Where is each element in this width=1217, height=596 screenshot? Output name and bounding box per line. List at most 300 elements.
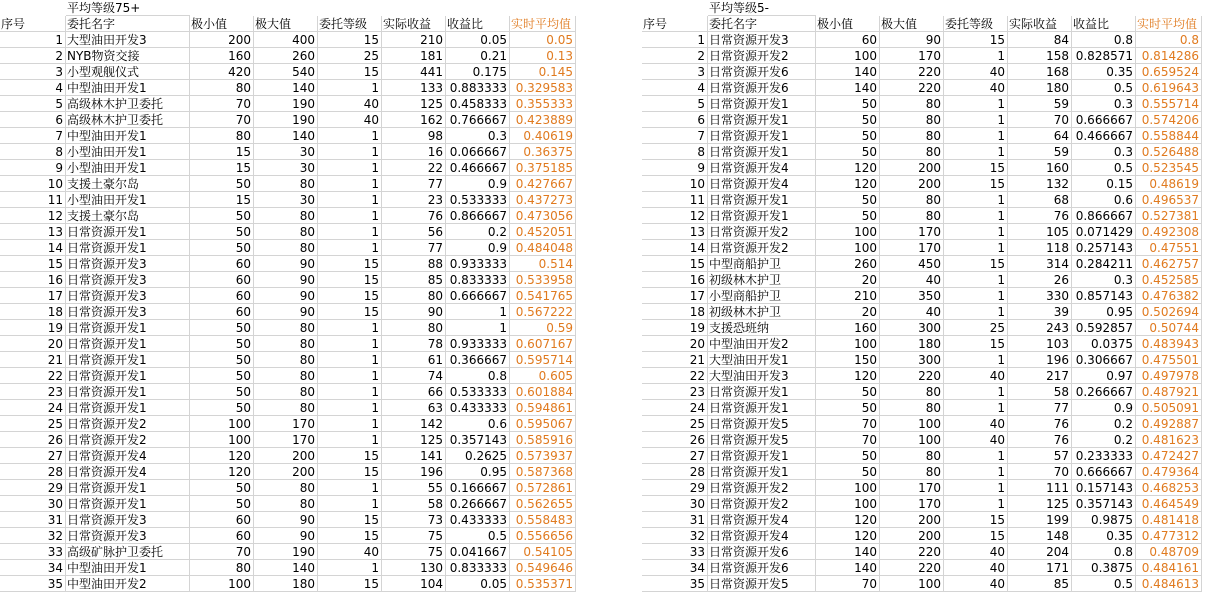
left-cell-r9-c6[interactable]: 0.466667 xyxy=(446,160,510,176)
left-cell-r6-c6[interactable]: 0.766667 xyxy=(446,112,510,128)
right-cell-r31-c4[interactable]: 15 xyxy=(944,512,1008,528)
left-cell-r8-c1[interactable]: 小型油田开发1 xyxy=(66,144,190,160)
right-cell-r6-c5[interactable]: 70 xyxy=(1008,112,1072,128)
left-cell-r23-c0[interactable]: 23 xyxy=(0,384,66,400)
left-cell-r2-c6[interactable]: 0.21 xyxy=(446,48,510,64)
right-header-4[interactable]: 委托等级 xyxy=(944,16,1008,32)
right-cell-r12-c5[interactable]: 76 xyxy=(1008,208,1072,224)
left-cell-r1-c7[interactable]: 0.05 xyxy=(510,32,576,48)
left-cell-r33-c2[interactable]: 70 xyxy=(190,544,254,560)
right-cell-r19-c3[interactable]: 300 xyxy=(880,320,944,336)
left-cell-r16-c6[interactable]: 0.833333 xyxy=(446,272,510,288)
right-cell-r8-c3[interactable]: 80 xyxy=(880,144,944,160)
right-cell-r4-c5[interactable]: 180 xyxy=(1008,80,1072,96)
left-cell-r18-c0[interactable]: 18 xyxy=(0,304,66,320)
left-cell-r29-c7[interactable]: 0.572861 xyxy=(510,480,576,496)
left-cell-r2-c5[interactable]: 181 xyxy=(382,48,446,64)
left-cell-r25-c5[interactable]: 142 xyxy=(382,416,446,432)
right-cell-r23-c6[interactable]: 0.266667 xyxy=(1072,384,1136,400)
right-cell-r6-c6[interactable]: 0.666667 xyxy=(1072,112,1136,128)
left-cell-r18-c3[interactable]: 90 xyxy=(254,304,318,320)
left-cell-r25-c3[interactable]: 170 xyxy=(254,416,318,432)
left-cell-r4-c0[interactable]: 4 xyxy=(0,80,66,96)
left-cell-r23-c1[interactable]: 日常资源开发1 xyxy=(66,384,190,400)
right-cell-r16-c6[interactable]: 0.3 xyxy=(1072,272,1136,288)
left-cell-r3-c2[interactable]: 420 xyxy=(190,64,254,80)
left-cell-r14-c2[interactable]: 50 xyxy=(190,240,254,256)
right-cell-r32-c6[interactable]: 0.35 xyxy=(1072,528,1136,544)
left-cell-r19-c4[interactable]: 1 xyxy=(318,320,382,336)
left-cell-r18-c4[interactable]: 15 xyxy=(318,304,382,320)
left-cell-r8-c4[interactable]: 1 xyxy=(318,144,382,160)
left-cell-r12-c6[interactable]: 0.866667 xyxy=(446,208,510,224)
right-cell-r13-c2[interactable]: 100 xyxy=(816,224,880,240)
left-cell-r34-c6[interactable]: 0.833333 xyxy=(446,560,510,576)
right-cell-r1-c5[interactable]: 84 xyxy=(1008,32,1072,48)
right-cell-r32-c4[interactable]: 15 xyxy=(944,528,1008,544)
right-cell-r15-c1[interactable]: 中型商船护卫 xyxy=(708,256,816,272)
right-header-6[interactable]: 收益比 xyxy=(1072,16,1136,32)
left-cell-r3-c6[interactable]: 0.175 xyxy=(446,64,510,80)
left-cell-r15-c4[interactable]: 15 xyxy=(318,256,382,272)
right-cell-r13-c3[interactable]: 170 xyxy=(880,224,944,240)
right-cell-r24-c3[interactable]: 80 xyxy=(880,400,944,416)
left-cell-r16-c7[interactable]: 0.533958 xyxy=(510,272,576,288)
right-cell-r27-c0[interactable]: 27 xyxy=(642,448,708,464)
right-cell-r15-c2[interactable]: 260 xyxy=(816,256,880,272)
right-cell-r11-c7[interactable]: 0.496537 xyxy=(1136,192,1202,208)
right-cell-r5-c1[interactable]: 日常资源开发1 xyxy=(708,96,816,112)
right-cell-r17-c4[interactable]: 1 xyxy=(944,288,1008,304)
right-cell-r10-c6[interactable]: 0.15 xyxy=(1072,176,1136,192)
right-cell-r1-c0[interactable]: 1 xyxy=(642,32,708,48)
right-cell-r8-c5[interactable]: 59 xyxy=(1008,144,1072,160)
right-cell-r27-c1[interactable]: 日常资源开发1 xyxy=(708,448,816,464)
right-cell-r33-c7[interactable]: 0.48709 xyxy=(1136,544,1202,560)
left-cell-r34-c5[interactable]: 130 xyxy=(382,560,446,576)
left-cell-r5-c1[interactable]: 高级林木护卫委托 xyxy=(66,96,190,112)
left-cell-r35-c3[interactable]: 180 xyxy=(254,576,318,592)
left-cell-r13-c6[interactable]: 0.2 xyxy=(446,224,510,240)
left-cell-r30-c2[interactable]: 50 xyxy=(190,496,254,512)
left-cell-r20-c2[interactable]: 50 xyxy=(190,336,254,352)
right-cell-r32-c7[interactable]: 0.477312 xyxy=(1136,528,1202,544)
right-cell-r2-c4[interactable]: 1 xyxy=(944,48,1008,64)
left-cell-r7-c0[interactable]: 7 xyxy=(0,128,66,144)
right-cell-r5-c2[interactable]: 50 xyxy=(816,96,880,112)
right-cell-r11-c6[interactable]: 0.6 xyxy=(1072,192,1136,208)
right-cell-r31-c2[interactable]: 120 xyxy=(816,512,880,528)
left-header-2[interactable]: 极小值 xyxy=(190,16,254,32)
left-cell-r34-c3[interactable]: 140 xyxy=(254,560,318,576)
left-cell-r4-c5[interactable]: 133 xyxy=(382,80,446,96)
right-cell-r13-c6[interactable]: 0.071429 xyxy=(1072,224,1136,240)
right-cell-r16-c5[interactable]: 26 xyxy=(1008,272,1072,288)
right-cell-r3-c7[interactable]: 0.659524 xyxy=(1136,64,1202,80)
left-cell-r26-c4[interactable]: 1 xyxy=(318,432,382,448)
right-cell-r27-c3[interactable]: 80 xyxy=(880,448,944,464)
right-cell-r10-c3[interactable]: 200 xyxy=(880,176,944,192)
right-cell-r29-c6[interactable]: 0.157143 xyxy=(1072,480,1136,496)
right-header-0[interactable]: 序号 xyxy=(642,16,708,32)
right-cell-r12-c6[interactable]: 0.866667 xyxy=(1072,208,1136,224)
right-cell-r28-c6[interactable]: 0.666667 xyxy=(1072,464,1136,480)
left-cell-r14-c3[interactable]: 80 xyxy=(254,240,318,256)
left-cell-r15-c3[interactable]: 90 xyxy=(254,256,318,272)
left-cell-r3-c5[interactable]: 441 xyxy=(382,64,446,80)
left-cell-r10-c4[interactable]: 1 xyxy=(318,176,382,192)
right-cell-r27-c7[interactable]: 0.472427 xyxy=(1136,448,1202,464)
right-cell-r14-c3[interactable]: 170 xyxy=(880,240,944,256)
right-cell-r13-c4[interactable]: 1 xyxy=(944,224,1008,240)
right-cell-r22-c4[interactable]: 40 xyxy=(944,368,1008,384)
left-cell-r6-c4[interactable]: 40 xyxy=(318,112,382,128)
left-cell-r1-c5[interactable]: 210 xyxy=(382,32,446,48)
right-cell-r8-c7[interactable]: 0.526488 xyxy=(1136,144,1202,160)
left-cell-r17-c1[interactable]: 日常资源开发3 xyxy=(66,288,190,304)
right-cell-r35-c0[interactable]: 35 xyxy=(642,576,708,592)
left-cell-r10-c0[interactable]: 10 xyxy=(0,176,66,192)
left-cell-r5-c3[interactable]: 190 xyxy=(254,96,318,112)
right-cell-r32-c3[interactable]: 200 xyxy=(880,528,944,544)
left-cell-r5-c7[interactable]: 0.355333 xyxy=(510,96,576,112)
left-cell-r32-c7[interactable]: 0.556656 xyxy=(510,528,576,544)
left-cell-r23-c3[interactable]: 80 xyxy=(254,384,318,400)
right-cell-r22-c3[interactable]: 220 xyxy=(880,368,944,384)
right-cell-r23-c7[interactable]: 0.487921 xyxy=(1136,384,1202,400)
left-cell-r29-c1[interactable]: 日常资源开发1 xyxy=(66,480,190,496)
right-cell-r19-c7[interactable]: 0.50744 xyxy=(1136,320,1202,336)
right-cell-r11-c1[interactable]: 日常资源开发1 xyxy=(708,192,816,208)
right-cell-r26-c7[interactable]: 0.481623 xyxy=(1136,432,1202,448)
left-cell-r1-c0[interactable]: 1 xyxy=(0,32,66,48)
right-cell-r9-c3[interactable]: 200 xyxy=(880,160,944,176)
left-cell-r14-c1[interactable]: 日常资源开发1 xyxy=(66,240,190,256)
left-cell-r33-c4[interactable]: 40 xyxy=(318,544,382,560)
right-cell-r4-c1[interactable]: 日常资源开发6 xyxy=(708,80,816,96)
right-cell-r28-c2[interactable]: 50 xyxy=(816,464,880,480)
left-cell-r28-c0[interactable]: 28 xyxy=(0,464,66,480)
left-cell-r12-c2[interactable]: 50 xyxy=(190,208,254,224)
right-cell-r23-c3[interactable]: 80 xyxy=(880,384,944,400)
right-cell-r4-c7[interactable]: 0.619643 xyxy=(1136,80,1202,96)
right-cell-r2-c3[interactable]: 170 xyxy=(880,48,944,64)
right-cell-r11-c5[interactable]: 68 xyxy=(1008,192,1072,208)
right-cell-r19-c2[interactable]: 160 xyxy=(816,320,880,336)
left-cell-r35-c1[interactable]: 中型油田开发2 xyxy=(66,576,190,592)
left-cell-r12-c7[interactable]: 0.473056 xyxy=(510,208,576,224)
left-cell-r11-c4[interactable]: 1 xyxy=(318,192,382,208)
left-cell-r31-c4[interactable]: 15 xyxy=(318,512,382,528)
left-cell-r13-c4[interactable]: 1 xyxy=(318,224,382,240)
left-cell-r27-c7[interactable]: 0.573937 xyxy=(510,448,576,464)
left-cell-r5-c4[interactable]: 40 xyxy=(318,96,382,112)
right-cell-r23-c1[interactable]: 日常资源开发1 xyxy=(708,384,816,400)
right-cell-r5-c7[interactable]: 0.555714 xyxy=(1136,96,1202,112)
right-cell-r35-c3[interactable]: 100 xyxy=(880,576,944,592)
left-cell-r22-c7[interactable]: 0.605 xyxy=(510,368,576,384)
right-cell-r8-c2[interactable]: 50 xyxy=(816,144,880,160)
left-cell-r21-c2[interactable]: 50 xyxy=(190,352,254,368)
left-cell-r13-c7[interactable]: 0.452051 xyxy=(510,224,576,240)
right-cell-r7-c4[interactable]: 1 xyxy=(944,128,1008,144)
right-cell-r23-c0[interactable]: 23 xyxy=(642,384,708,400)
right-cell-r29-c1[interactable]: 日常资源开发2 xyxy=(708,480,816,496)
right-cell-r16-c0[interactable]: 16 xyxy=(642,272,708,288)
left-cell-r24-c6[interactable]: 0.433333 xyxy=(446,400,510,416)
left-cell-r8-c3[interactable]: 30 xyxy=(254,144,318,160)
left-cell-r1-c4[interactable]: 15 xyxy=(318,32,382,48)
left-cell-r29-c3[interactable]: 80 xyxy=(254,480,318,496)
right-cell-r10-c5[interactable]: 132 xyxy=(1008,176,1072,192)
left-cell-r6-c0[interactable]: 6 xyxy=(0,112,66,128)
left-cell-r27-c5[interactable]: 141 xyxy=(382,448,446,464)
right-cell-r24-c5[interactable]: 77 xyxy=(1008,400,1072,416)
left-cell-r28-c1[interactable]: 日常资源开发4 xyxy=(66,464,190,480)
left-cell-r25-c2[interactable]: 100 xyxy=(190,416,254,432)
right-cell-r12-c0[interactable]: 12 xyxy=(642,208,708,224)
left-cell-r6-c7[interactable]: 0.423889 xyxy=(510,112,576,128)
left-cell-r5-c5[interactable]: 125 xyxy=(382,96,446,112)
right-cell-r25-c1[interactable]: 日常资源开发5 xyxy=(708,416,816,432)
right-cell-r15-c3[interactable]: 450 xyxy=(880,256,944,272)
left-cell-r24-c4[interactable]: 1 xyxy=(318,400,382,416)
right-cell-r29-c4[interactable]: 1 xyxy=(944,480,1008,496)
right-cell-r15-c0[interactable]: 15 xyxy=(642,256,708,272)
right-cell-r2-c1[interactable]: 日常资源开发2 xyxy=(708,48,816,64)
right-cell-r30-c7[interactable]: 0.464549 xyxy=(1136,496,1202,512)
left-cell-r4-c6[interactable]: 0.883333 xyxy=(446,80,510,96)
left-cell-r34-c2[interactable]: 80 xyxy=(190,560,254,576)
left-cell-r14-c7[interactable]: 0.484048 xyxy=(510,240,576,256)
left-cell-r3-c0[interactable]: 3 xyxy=(0,64,66,80)
right-cell-r9-c1[interactable]: 日常资源开发4 xyxy=(708,160,816,176)
left-cell-r4-c3[interactable]: 140 xyxy=(254,80,318,96)
left-cell-r27-c1[interactable]: 日常资源开发4 xyxy=(66,448,190,464)
left-cell-r7-c4[interactable]: 1 xyxy=(318,128,382,144)
left-cell-r14-c0[interactable]: 14 xyxy=(0,240,66,256)
left-cell-r28-c7[interactable]: 0.587368 xyxy=(510,464,576,480)
left-cell-r32-c5[interactable]: 75 xyxy=(382,528,446,544)
right-cell-r12-c4[interactable]: 1 xyxy=(944,208,1008,224)
right-cell-r15-c7[interactable]: 0.462757 xyxy=(1136,256,1202,272)
left-cell-r30-c7[interactable]: 0.562655 xyxy=(510,496,576,512)
left-cell-r26-c0[interactable]: 26 xyxy=(0,432,66,448)
left-cell-r10-c7[interactable]: 0.427667 xyxy=(510,176,576,192)
left-cell-r19-c3[interactable]: 80 xyxy=(254,320,318,336)
left-cell-r19-c7[interactable]: 0.59 xyxy=(510,320,576,336)
right-cell-r31-c0[interactable]: 31 xyxy=(642,512,708,528)
left-cell-r25-c4[interactable]: 1 xyxy=(318,416,382,432)
left-header-1[interactable]: 委托名字 xyxy=(66,16,190,32)
left-cell-r12-c4[interactable]: 1 xyxy=(318,208,382,224)
right-cell-r18-c5[interactable]: 39 xyxy=(1008,304,1072,320)
right-header-1[interactable]: 委托名字 xyxy=(708,16,816,32)
left-cell-r19-c6[interactable]: 1 xyxy=(446,320,510,336)
left-cell-r9-c4[interactable]: 1 xyxy=(318,160,382,176)
left-cell-r34-c4[interactable]: 1 xyxy=(318,560,382,576)
left-cell-r8-c2[interactable]: 15 xyxy=(190,144,254,160)
right-cell-r5-c0[interactable]: 5 xyxy=(642,96,708,112)
left-cell-r32-c6[interactable]: 0.5 xyxy=(446,528,510,544)
right-cell-r14-c5[interactable]: 118 xyxy=(1008,240,1072,256)
left-cell-r21-c6[interactable]: 0.366667 xyxy=(446,352,510,368)
left-cell-r31-c0[interactable]: 31 xyxy=(0,512,66,528)
left-cell-r4-c1[interactable]: 中型油田开发1 xyxy=(66,80,190,96)
right-cell-r22-c5[interactable]: 217 xyxy=(1008,368,1072,384)
right-cell-r6-c3[interactable]: 80 xyxy=(880,112,944,128)
right-cell-r4-c3[interactable]: 220 xyxy=(880,80,944,96)
right-cell-r14-c4[interactable]: 1 xyxy=(944,240,1008,256)
right-cell-r33-c3[interactable]: 220 xyxy=(880,544,944,560)
right-cell-r34-c3[interactable]: 220 xyxy=(880,560,944,576)
right-cell-r22-c1[interactable]: 大型油田开发3 xyxy=(708,368,816,384)
right-cell-r10-c0[interactable]: 10 xyxy=(642,176,708,192)
left-cell-r12-c1[interactable]: 支援土豪尔岛 xyxy=(66,208,190,224)
left-cell-r7-c5[interactable]: 98 xyxy=(382,128,446,144)
right-cell-r25-c0[interactable]: 25 xyxy=(642,416,708,432)
right-cell-r5-c6[interactable]: 0.3 xyxy=(1072,96,1136,112)
left-cell-r22-c3[interactable]: 80 xyxy=(254,368,318,384)
left-cell-r25-c1[interactable]: 日常资源开发2 xyxy=(66,416,190,432)
right-cell-r31-c6[interactable]: 0.9875 xyxy=(1072,512,1136,528)
right-cell-r33-c4[interactable]: 40 xyxy=(944,544,1008,560)
right-cell-r3-c0[interactable]: 3 xyxy=(642,64,708,80)
right-cell-r2-c5[interactable]: 158 xyxy=(1008,48,1072,64)
left-header-3[interactable]: 极大值 xyxy=(254,16,318,32)
left-cell-r8-c5[interactable]: 16 xyxy=(382,144,446,160)
right-cell-r12-c3[interactable]: 80 xyxy=(880,208,944,224)
left-cell-r30-c1[interactable]: 日常资源开发1 xyxy=(66,496,190,512)
right-cell-r7-c2[interactable]: 50 xyxy=(816,128,880,144)
left-cell-r10-c3[interactable]: 80 xyxy=(254,176,318,192)
right-cell-r10-c7[interactable]: 0.48619 xyxy=(1136,176,1202,192)
left-cell-r10-c5[interactable]: 77 xyxy=(382,176,446,192)
left-cell-r17-c0[interactable]: 17 xyxy=(0,288,66,304)
left-cell-r34-c7[interactable]: 0.549646 xyxy=(510,560,576,576)
left-cell-r14-c4[interactable]: 1 xyxy=(318,240,382,256)
right-cell-r25-c4[interactable]: 40 xyxy=(944,416,1008,432)
left-cell-r4-c4[interactable]: 1 xyxy=(318,80,382,96)
right-cell-r12-c1[interactable]: 日常资源开发1 xyxy=(708,208,816,224)
right-cell-r7-c0[interactable]: 7 xyxy=(642,128,708,144)
left-cell-r20-c1[interactable]: 日常资源开发1 xyxy=(66,336,190,352)
left-cell-r2-c0[interactable]: 2 xyxy=(0,48,66,64)
right-cell-r34-c0[interactable]: 34 xyxy=(642,560,708,576)
left-cell-r22-c0[interactable]: 22 xyxy=(0,368,66,384)
right-cell-r6-c1[interactable]: 日常资源开发1 xyxy=(708,112,816,128)
left-cell-r21-c7[interactable]: 0.595714 xyxy=(510,352,576,368)
left-cell-r20-c5[interactable]: 78 xyxy=(382,336,446,352)
right-cell-r32-c5[interactable]: 148 xyxy=(1008,528,1072,544)
right-cell-r2-c2[interactable]: 100 xyxy=(816,48,880,64)
right-cell-r30-c5[interactable]: 125 xyxy=(1008,496,1072,512)
left-header-6[interactable]: 收益比 xyxy=(446,16,510,32)
right-cell-r8-c0[interactable]: 8 xyxy=(642,144,708,160)
left-cell-r29-c5[interactable]: 55 xyxy=(382,480,446,496)
left-cell-r34-c0[interactable]: 34 xyxy=(0,560,66,576)
right-cell-r26-c4[interactable]: 40 xyxy=(944,432,1008,448)
left-cell-r3-c1[interactable]: 小型观舰仪式 xyxy=(66,64,190,80)
left-cell-r12-c0[interactable]: 12 xyxy=(0,208,66,224)
left-cell-r11-c6[interactable]: 0.533333 xyxy=(446,192,510,208)
right-header-3[interactable]: 极大值 xyxy=(880,16,944,32)
right-cell-r1-c1[interactable]: 日常资源开发3 xyxy=(708,32,816,48)
left-cell-r28-c2[interactable]: 120 xyxy=(190,464,254,480)
right-cell-r20-c2[interactable]: 100 xyxy=(816,336,880,352)
right-cell-r32-c0[interactable]: 32 xyxy=(642,528,708,544)
right-cell-r2-c0[interactable]: 2 xyxy=(642,48,708,64)
left-cell-r18-c7[interactable]: 0.567222 xyxy=(510,304,576,320)
left-cell-r1-c3[interactable]: 400 xyxy=(254,32,318,48)
right-cell-r7-c7[interactable]: 0.558844 xyxy=(1136,128,1202,144)
right-cell-r18-c1[interactable]: 初级林木护卫 xyxy=(708,304,816,320)
right-cell-r30-c6[interactable]: 0.357143 xyxy=(1072,496,1136,512)
right-cell-r2-c7[interactable]: 0.814286 xyxy=(1136,48,1202,64)
left-cell-r20-c6[interactable]: 0.933333 xyxy=(446,336,510,352)
right-cell-r24-c7[interactable]: 0.505091 xyxy=(1136,400,1202,416)
left-cell-r15-c2[interactable]: 60 xyxy=(190,256,254,272)
right-cell-r35-c5[interactable]: 85 xyxy=(1008,576,1072,592)
right-cell-r5-c5[interactable]: 59 xyxy=(1008,96,1072,112)
left-cell-r2-c3[interactable]: 260 xyxy=(254,48,318,64)
left-cell-r35-c5[interactable]: 104 xyxy=(382,576,446,592)
left-cell-r26-c1[interactable]: 日常资源开发2 xyxy=(66,432,190,448)
left-cell-r16-c0[interactable]: 16 xyxy=(0,272,66,288)
left-cell-r4-c7[interactable]: 0.329583 xyxy=(510,80,576,96)
left-cell-r25-c6[interactable]: 0.6 xyxy=(446,416,510,432)
left-cell-r26-c3[interactable]: 170 xyxy=(254,432,318,448)
left-cell-r28-c5[interactable]: 196 xyxy=(382,464,446,480)
left-header-5[interactable]: 实际收益 xyxy=(382,16,446,32)
right-cell-r30-c1[interactable]: 日常资源开发2 xyxy=(708,496,816,512)
right-cell-r17-c0[interactable]: 17 xyxy=(642,288,708,304)
left-cell-r17-c7[interactable]: 0.541765 xyxy=(510,288,576,304)
left-cell-r16-c1[interactable]: 日常资源开发3 xyxy=(66,272,190,288)
right-cell-r21-c5[interactable]: 196 xyxy=(1008,352,1072,368)
right-cell-r31-c5[interactable]: 199 xyxy=(1008,512,1072,528)
left-cell-r16-c4[interactable]: 15 xyxy=(318,272,382,288)
left-cell-r35-c7[interactable]: 0.535371 xyxy=(510,576,576,592)
left-cell-r7-c1[interactable]: 中型油田开发1 xyxy=(66,128,190,144)
right-cell-r34-c5[interactable]: 171 xyxy=(1008,560,1072,576)
right-cell-r28-c5[interactable]: 70 xyxy=(1008,464,1072,480)
right-cell-r7-c1[interactable]: 日常资源开发1 xyxy=(708,128,816,144)
left-cell-r11-c7[interactable]: 0.437273 xyxy=(510,192,576,208)
left-cell-r19-c5[interactable]: 80 xyxy=(382,320,446,336)
right-cell-r9-c4[interactable]: 15 xyxy=(944,160,1008,176)
left-cell-r26-c7[interactable]: 0.585916 xyxy=(510,432,576,448)
left-cell-r26-c2[interactable]: 100 xyxy=(190,432,254,448)
left-cell-r18-c5[interactable]: 90 xyxy=(382,304,446,320)
right-cell-r25-c3[interactable]: 100 xyxy=(880,416,944,432)
left-cell-r6-c2[interactable]: 70 xyxy=(190,112,254,128)
left-cell-r20-c0[interactable]: 20 xyxy=(0,336,66,352)
right-cell-r14-c7[interactable]: 0.47551 xyxy=(1136,240,1202,256)
right-cell-r30-c3[interactable]: 170 xyxy=(880,496,944,512)
right-cell-r26-c2[interactable]: 70 xyxy=(816,432,880,448)
right-cell-r27-c6[interactable]: 0.233333 xyxy=(1072,448,1136,464)
left-cell-r32-c4[interactable]: 15 xyxy=(318,528,382,544)
left-cell-r22-c2[interactable]: 50 xyxy=(190,368,254,384)
left-cell-r23-c6[interactable]: 0.533333 xyxy=(446,384,510,400)
right-cell-r28-c0[interactable]: 28 xyxy=(642,464,708,480)
left-cell-r3-c3[interactable]: 540 xyxy=(254,64,318,80)
right-cell-r35-c4[interactable]: 40 xyxy=(944,576,1008,592)
right-cell-r26-c0[interactable]: 26 xyxy=(642,432,708,448)
left-cell-r21-c4[interactable]: 1 xyxy=(318,352,382,368)
right-cell-r21-c0[interactable]: 21 xyxy=(642,352,708,368)
